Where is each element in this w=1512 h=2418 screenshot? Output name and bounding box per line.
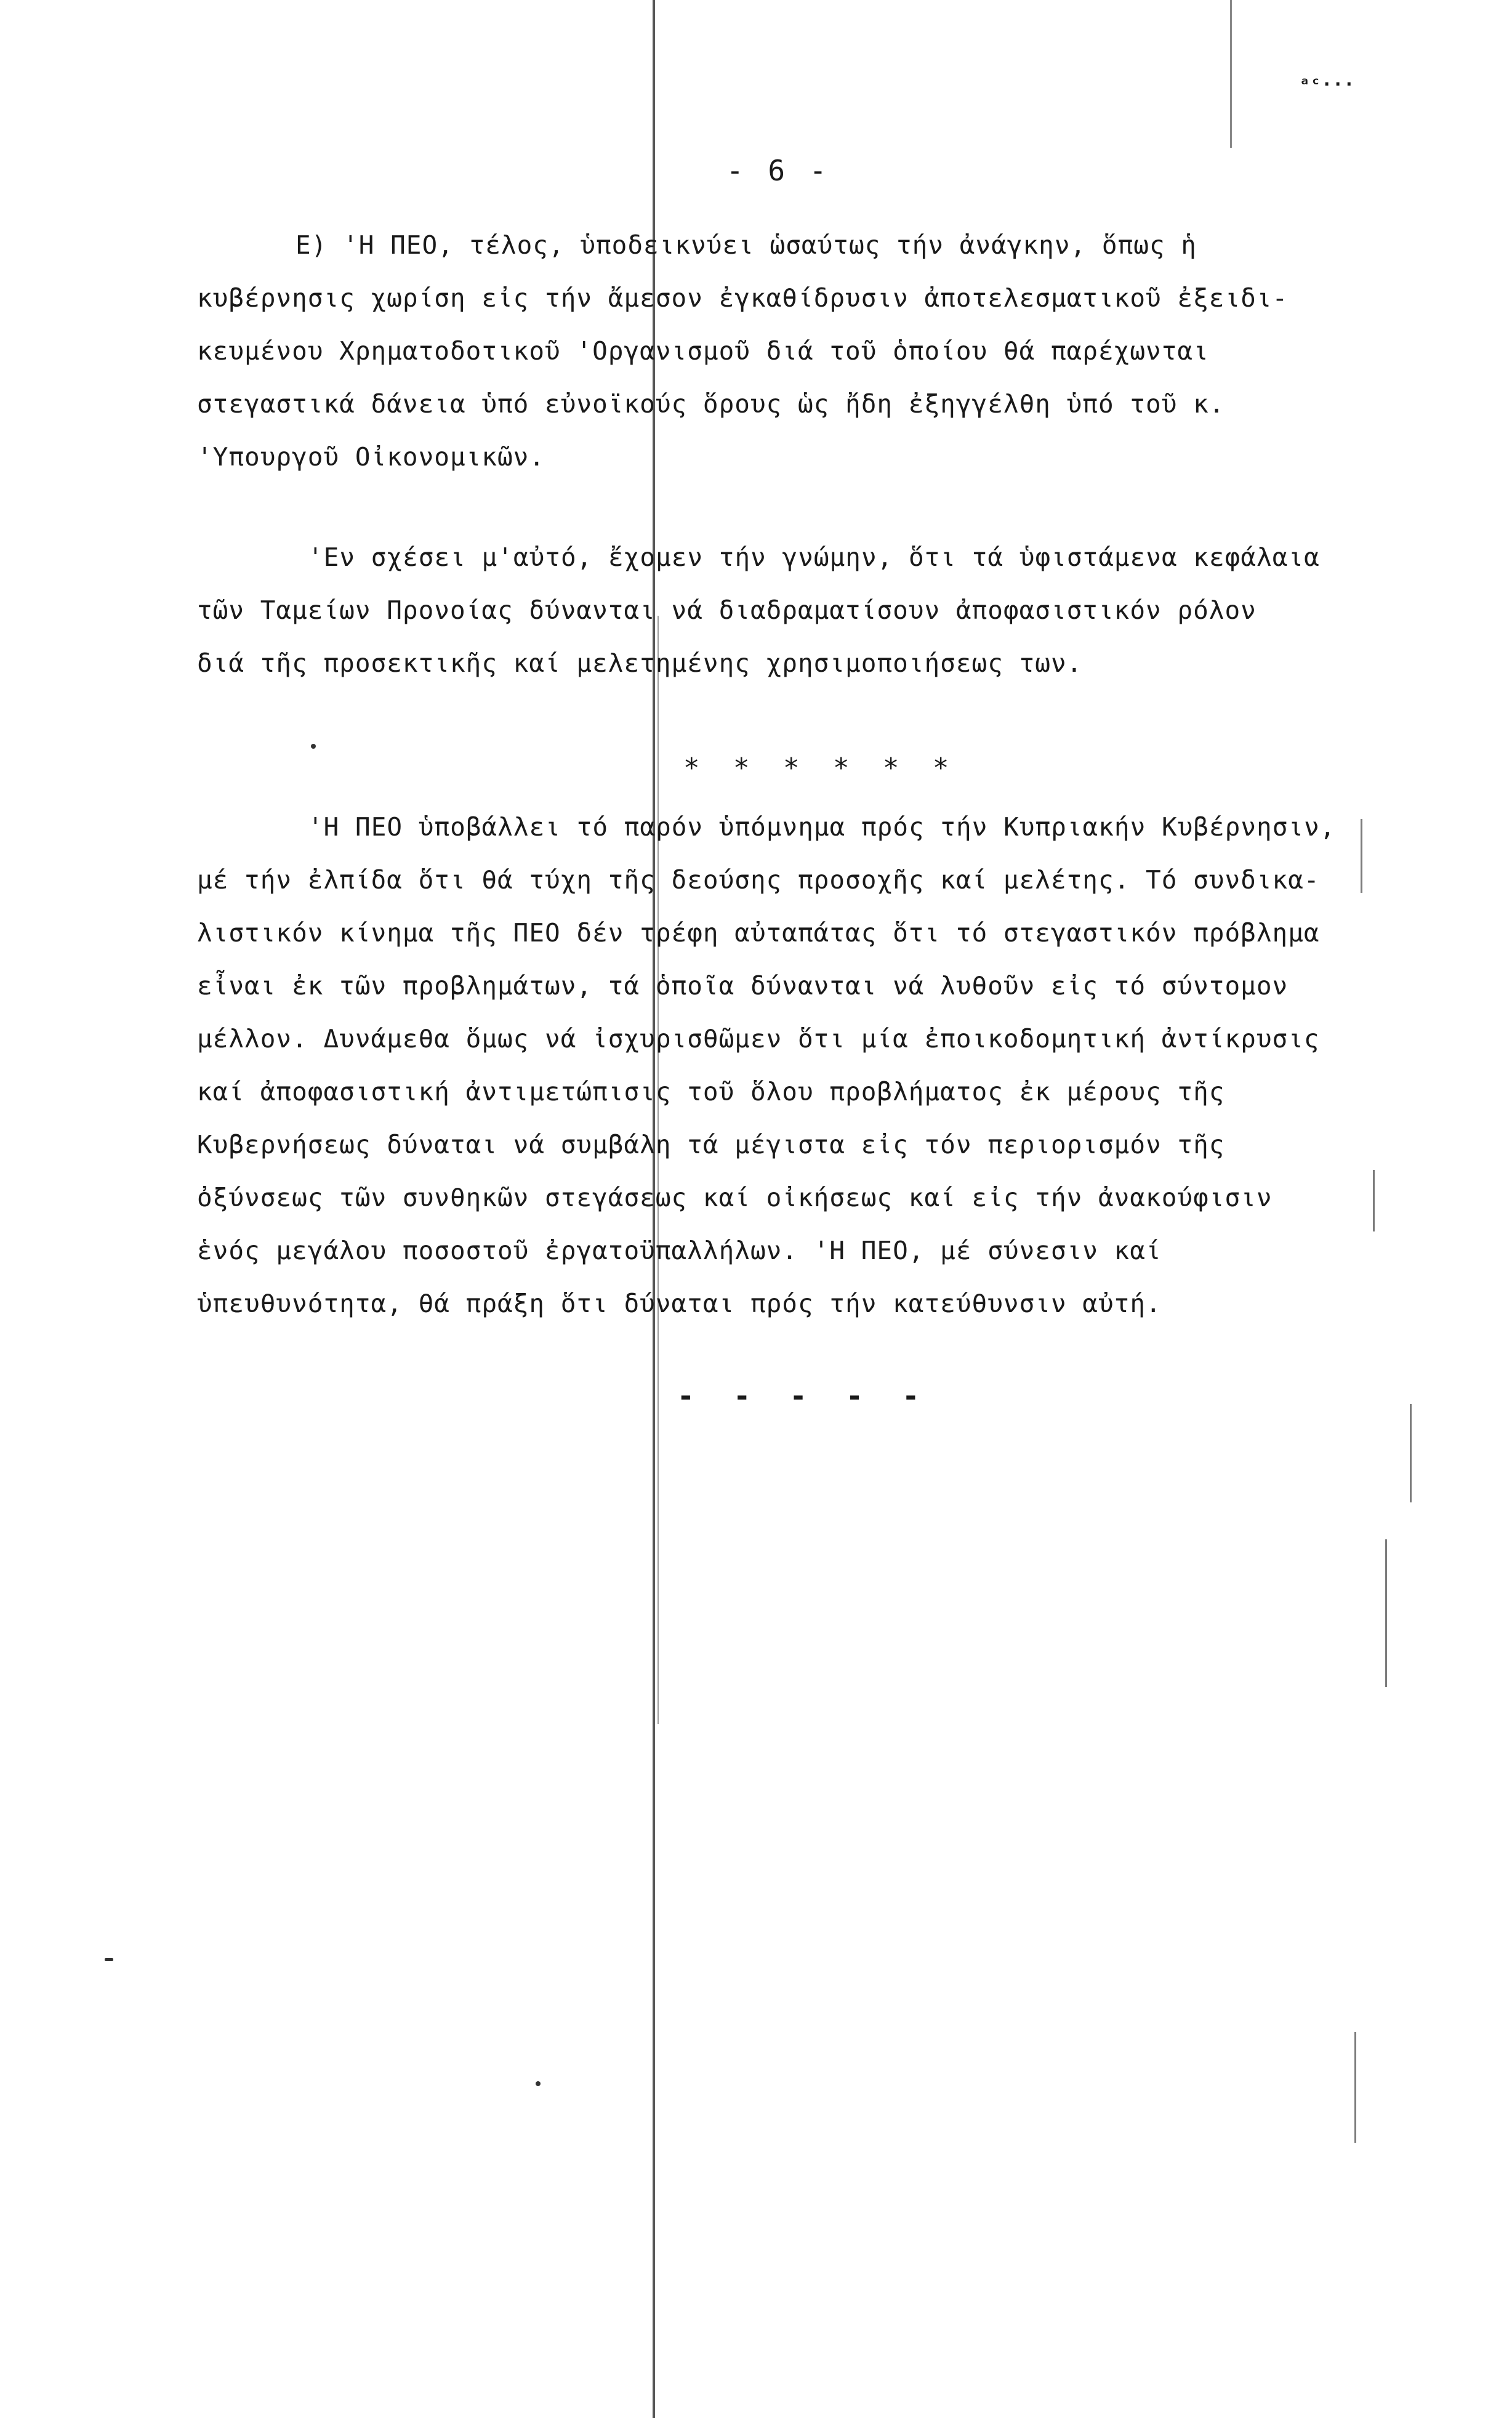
page-number: - 6 -: [726, 154, 830, 187]
paragraph-line: Ε) 'Η ΠΕΟ, τέλος, ὑποδεικνύει ὡσαύτως τήν ἀνάγκην, ὅπως ἡ: [296, 230, 1197, 260]
scan-margin-mark: [1373, 1170, 1375, 1231]
scan-speck: [536, 2081, 541, 2086]
corner-mark: ᵃᶜ···: [1299, 74, 1355, 95]
paragraph-line: καί ἀποφασιστική ἀντιμετώπισις τοῦ ὅλου προβλήματος ἐκ μέρους τῆς: [197, 1077, 1225, 1106]
paragraph-line: 'Εν σχέσει μ'αὐτό, ἔχομεν τήν γνώμην, ὅτι τά ὑφιστάμενα κεφάλαια: [308, 542, 1320, 572]
paragraph-submission: [197, 800, 1354, 1330]
paragraph-line: ἑνός μεγάλου ποσοστοῦ ἐργατοϋπαλλήλων. 'Η ΠΕΟ, μέ σύνεσιν καί: [197, 1236, 1162, 1265]
paragraph-line: ὀξύνσεως τῶν συνθηκῶν στεγάσεως καί οἰκήσεως καί εἰς τήν ἀνακούφισιν: [197, 1183, 1273, 1212]
paragraph-line: διά τῆς προσεκτικῆς καί μελετημένης χρησιμοποιήσεως των.: [197, 648, 1083, 678]
paragraph-line: μέλλον. Δυνάμεθα ὅμως νά ἰσχυρισθῶμεν ὅτι μία ἐποικοδομητική ἀντίκρυσις: [197, 1024, 1320, 1054]
paragraph-line: μέ τήν ἐλπίδα ὅτι θά τύχη τῆς δεούσης προσοχῆς καί μελέτης. Τό συνδικα-: [197, 865, 1320, 895]
paragraph-line: 'Υπουργοῦ Οἰκονομικῶν.: [197, 442, 545, 472]
scan-margin-mark: [1410, 1404, 1412, 1502]
paragraph-line: κυβέρνησις χωρίση εἰς τήν ἄμεσον ἐγκαθίδρυσιν ἀποτελεσματικοῦ ἐξειδι-: [197, 283, 1289, 313]
scan-margin-mark: [1385, 1539, 1387, 1687]
paragraph-line: 'Η ΠΕΟ ὑποβάλλει τό παρόν ὑπόμνημα πρός τήν Κυπριακήν Κυβέρνησιν,: [308, 812, 1336, 842]
paragraph-line: ὑπευθυνότητα, θά πράξη ὅτι δύναται πρός τήν κατεύθυνσιν αὐτή.: [197, 1289, 1162, 1318]
scan-margin-mark: [1361, 819, 1362, 893]
scan-edge-line: [1230, 0, 1232, 148]
scan-speck: [311, 744, 316, 749]
paragraph-relation: [197, 531, 1354, 690]
paragraph-line: Κυβερνήσεως δύναται νά συμβάλη τά μέγιστα εἰς τόν περιορισμόν τῆς: [197, 1130, 1225, 1159]
paragraph-e: [197, 219, 1354, 483]
closing-dashes: - - - - -: [677, 1379, 931, 1413]
scan-speck: [105, 1958, 113, 1961]
paragraph-line: τῶν Ταμείων Προνοίας δύνανται νά διαδραματίσουν ἀποφασιστικόν ρόλον: [197, 595, 1257, 625]
separator-stars: * * * * * *: [683, 752, 958, 784]
scan-margin-mark: [1354, 2032, 1356, 2143]
paragraph-line: εἶναι ἐκ τῶν προβλημάτων, τά ὁποῖα δύνανται νά λυθοῦν εἰς τό σύντομον: [197, 971, 1289, 1001]
paragraph-line: στεγαστικά δάνεια ὑπό εὐνοϊκούς ὅρους ὡς ἤδη ἐξηγγέλθη ὑπό τοῦ κ.: [197, 389, 1225, 419]
paragraph-line: κευμένου Χρηματοδοτικοῦ 'Οργανισμοῦ διά τοῦ ὁποίου θά παρέχωνται: [197, 336, 1209, 366]
paragraph-line: λιστικόν κίνημα τῆς ΠΕΟ δέν τρέφη αὐταπάτας ὅτι τό στεγαστικόν πρόβλημα: [197, 918, 1320, 948]
